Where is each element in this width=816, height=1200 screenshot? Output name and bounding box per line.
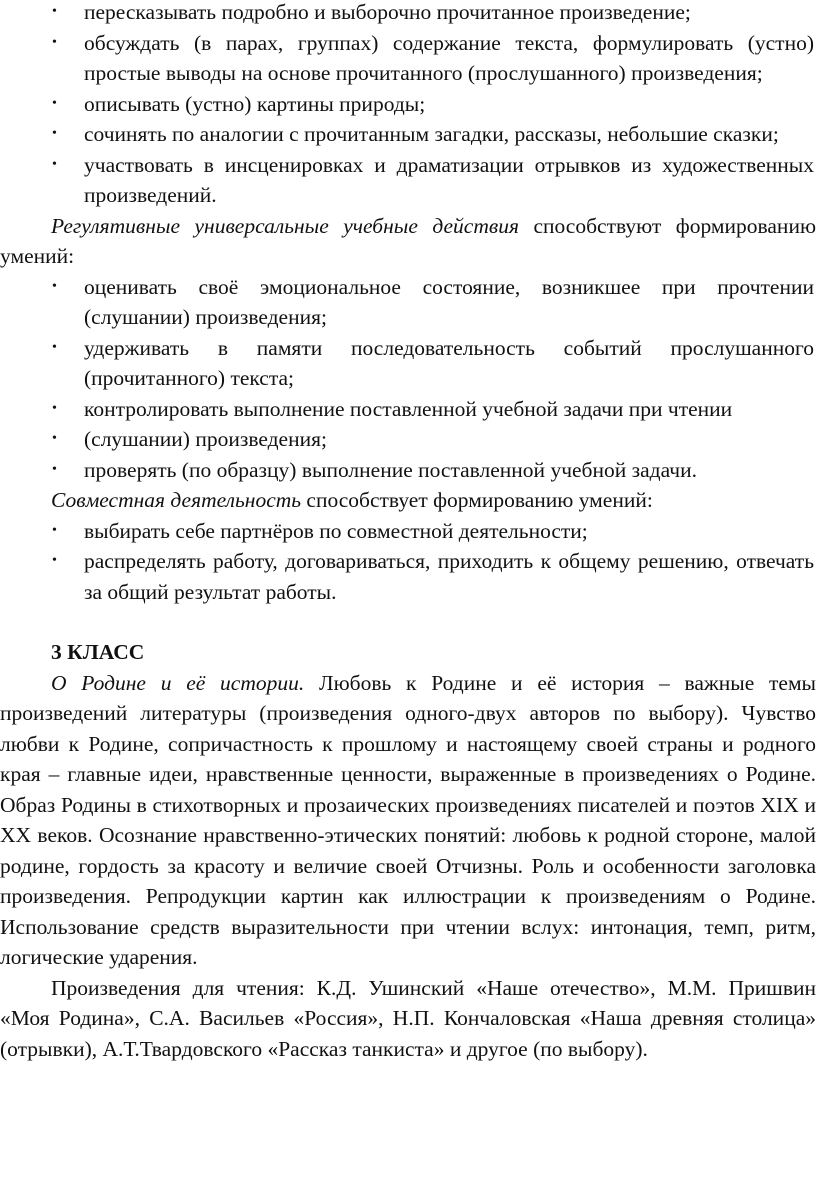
bullet-icon: • bbox=[52, 339, 57, 355]
joint-activity-skills-list bbox=[0, 516, 816, 608]
bullet-icon: • bbox=[52, 461, 57, 477]
bullet-icon: • bbox=[52, 553, 57, 568]
bullet-icon: • bbox=[52, 126, 57, 141]
joint-activity-intro-paragraph: Совместная деятельность способствует формированию умений: bbox=[51, 488, 653, 512]
list-item: • выбирать себе партнёров по совместной деятельности; bbox=[0, 516, 816, 547]
section-heading: 3 КЛАСС bbox=[51, 640, 145, 664]
bullet-icon: • bbox=[52, 156, 57, 172]
list-item: • описывать (устно) картины природы; bbox=[0, 89, 816, 120]
list-item: • проверять (по образцу) выполнение поставленной учебной задачи. bbox=[0, 455, 816, 486]
regulative-skills-list bbox=[0, 272, 816, 486]
list-item: • контролировать выполнение поставленной учебной задачи при чтении bbox=[0, 394, 816, 425]
readings-paragraph: Произведения для чтения: К.Д. Ушинский «Наше отечество», М.М. Пришвин «Моя Родина», С.А. Васильев «Россия», Н.П. Кончаловская «Наша древняя столица» (отрывки), А.Т.Твардовского «Рассказ танкиста» и другое (по выбору). bbox=[0, 975, 816, 1061]
bullet-icon: • bbox=[52, 522, 57, 538]
list-item: • (слушании) произведения; bbox=[0, 424, 816, 455]
homeland-topic-title: О Родине и её истории. bbox=[51, 670, 305, 695]
joint-activity-term: Совместная деятельность bbox=[51, 488, 302, 512]
bullet-icon: • bbox=[52, 278, 57, 294]
bullet-icon: • bbox=[52, 431, 57, 446]
communicative-skills-list bbox=[0, 0, 816, 211]
list-item: • распределять работу, договариваться, приходить к общему решению, отвечать за общий результат работы. bbox=[0, 546, 816, 607]
list-item: • сочинять по аналогии с прочитанным загадки, рассказы, небольшие сказки; bbox=[0, 119, 816, 150]
bullet-icon: • bbox=[52, 34, 57, 50]
list-item: • оценивать своё эмоциональное состояние, возникшее при прочтении (слушании) произведения; bbox=[0, 272, 816, 333]
homeland-paragraph: О Родине и её истории. Любовь к Родине и её история – важные темы произведений литературы (произведения одного-двух авторов по выбору). Чувство любви к Родине, сопричастность к прошлому и настоящему своей страны и родного края – главные идеи, нравственные ценности, выраженные в произведениях о Родине. Образ Родины в стихотворных и прозаических произведениях писателей и поэтов XIX и XX веков. Осознание нравственно-этических понятий: любовь к родной стороне, малой родине, гордость за красоту и величие своей Отчизны. Роль и особенности заголовка произведения. Репродукции картин как иллюстрации к произведениям о Родине. Использование средств выразительности при чтении вслух: интонация, темп, ритм, логические ударения. bbox=[0, 670, 816, 969]
list-item: • пересказывать подробно и выборочно прочитанное произведение; bbox=[0, 0, 816, 28]
bullet-icon: • bbox=[52, 4, 57, 19]
bullet-icon: • bbox=[52, 400, 57, 416]
list-item: • удерживать в памяти последовательность событий прослушанного (прочитанного) текста; bbox=[0, 333, 816, 394]
bullet-icon: • bbox=[52, 95, 57, 111]
regulative-intro-paragraph: Регулятивные универсальные учебные действия способствуют формированию умений: bbox=[0, 213, 816, 268]
regulative-term: Регулятивные универсальные учебные действия bbox=[51, 213, 519, 238]
list-item: • участвовать в инсценировках и драматизации отрывков из художественных произведений. bbox=[0, 150, 816, 211]
list-item: • обсуждать (в парах, группах) содержание текста, формулировать (устно) простые выводы на основе прочитанного (прослушанного) произведения; bbox=[0, 28, 816, 89]
